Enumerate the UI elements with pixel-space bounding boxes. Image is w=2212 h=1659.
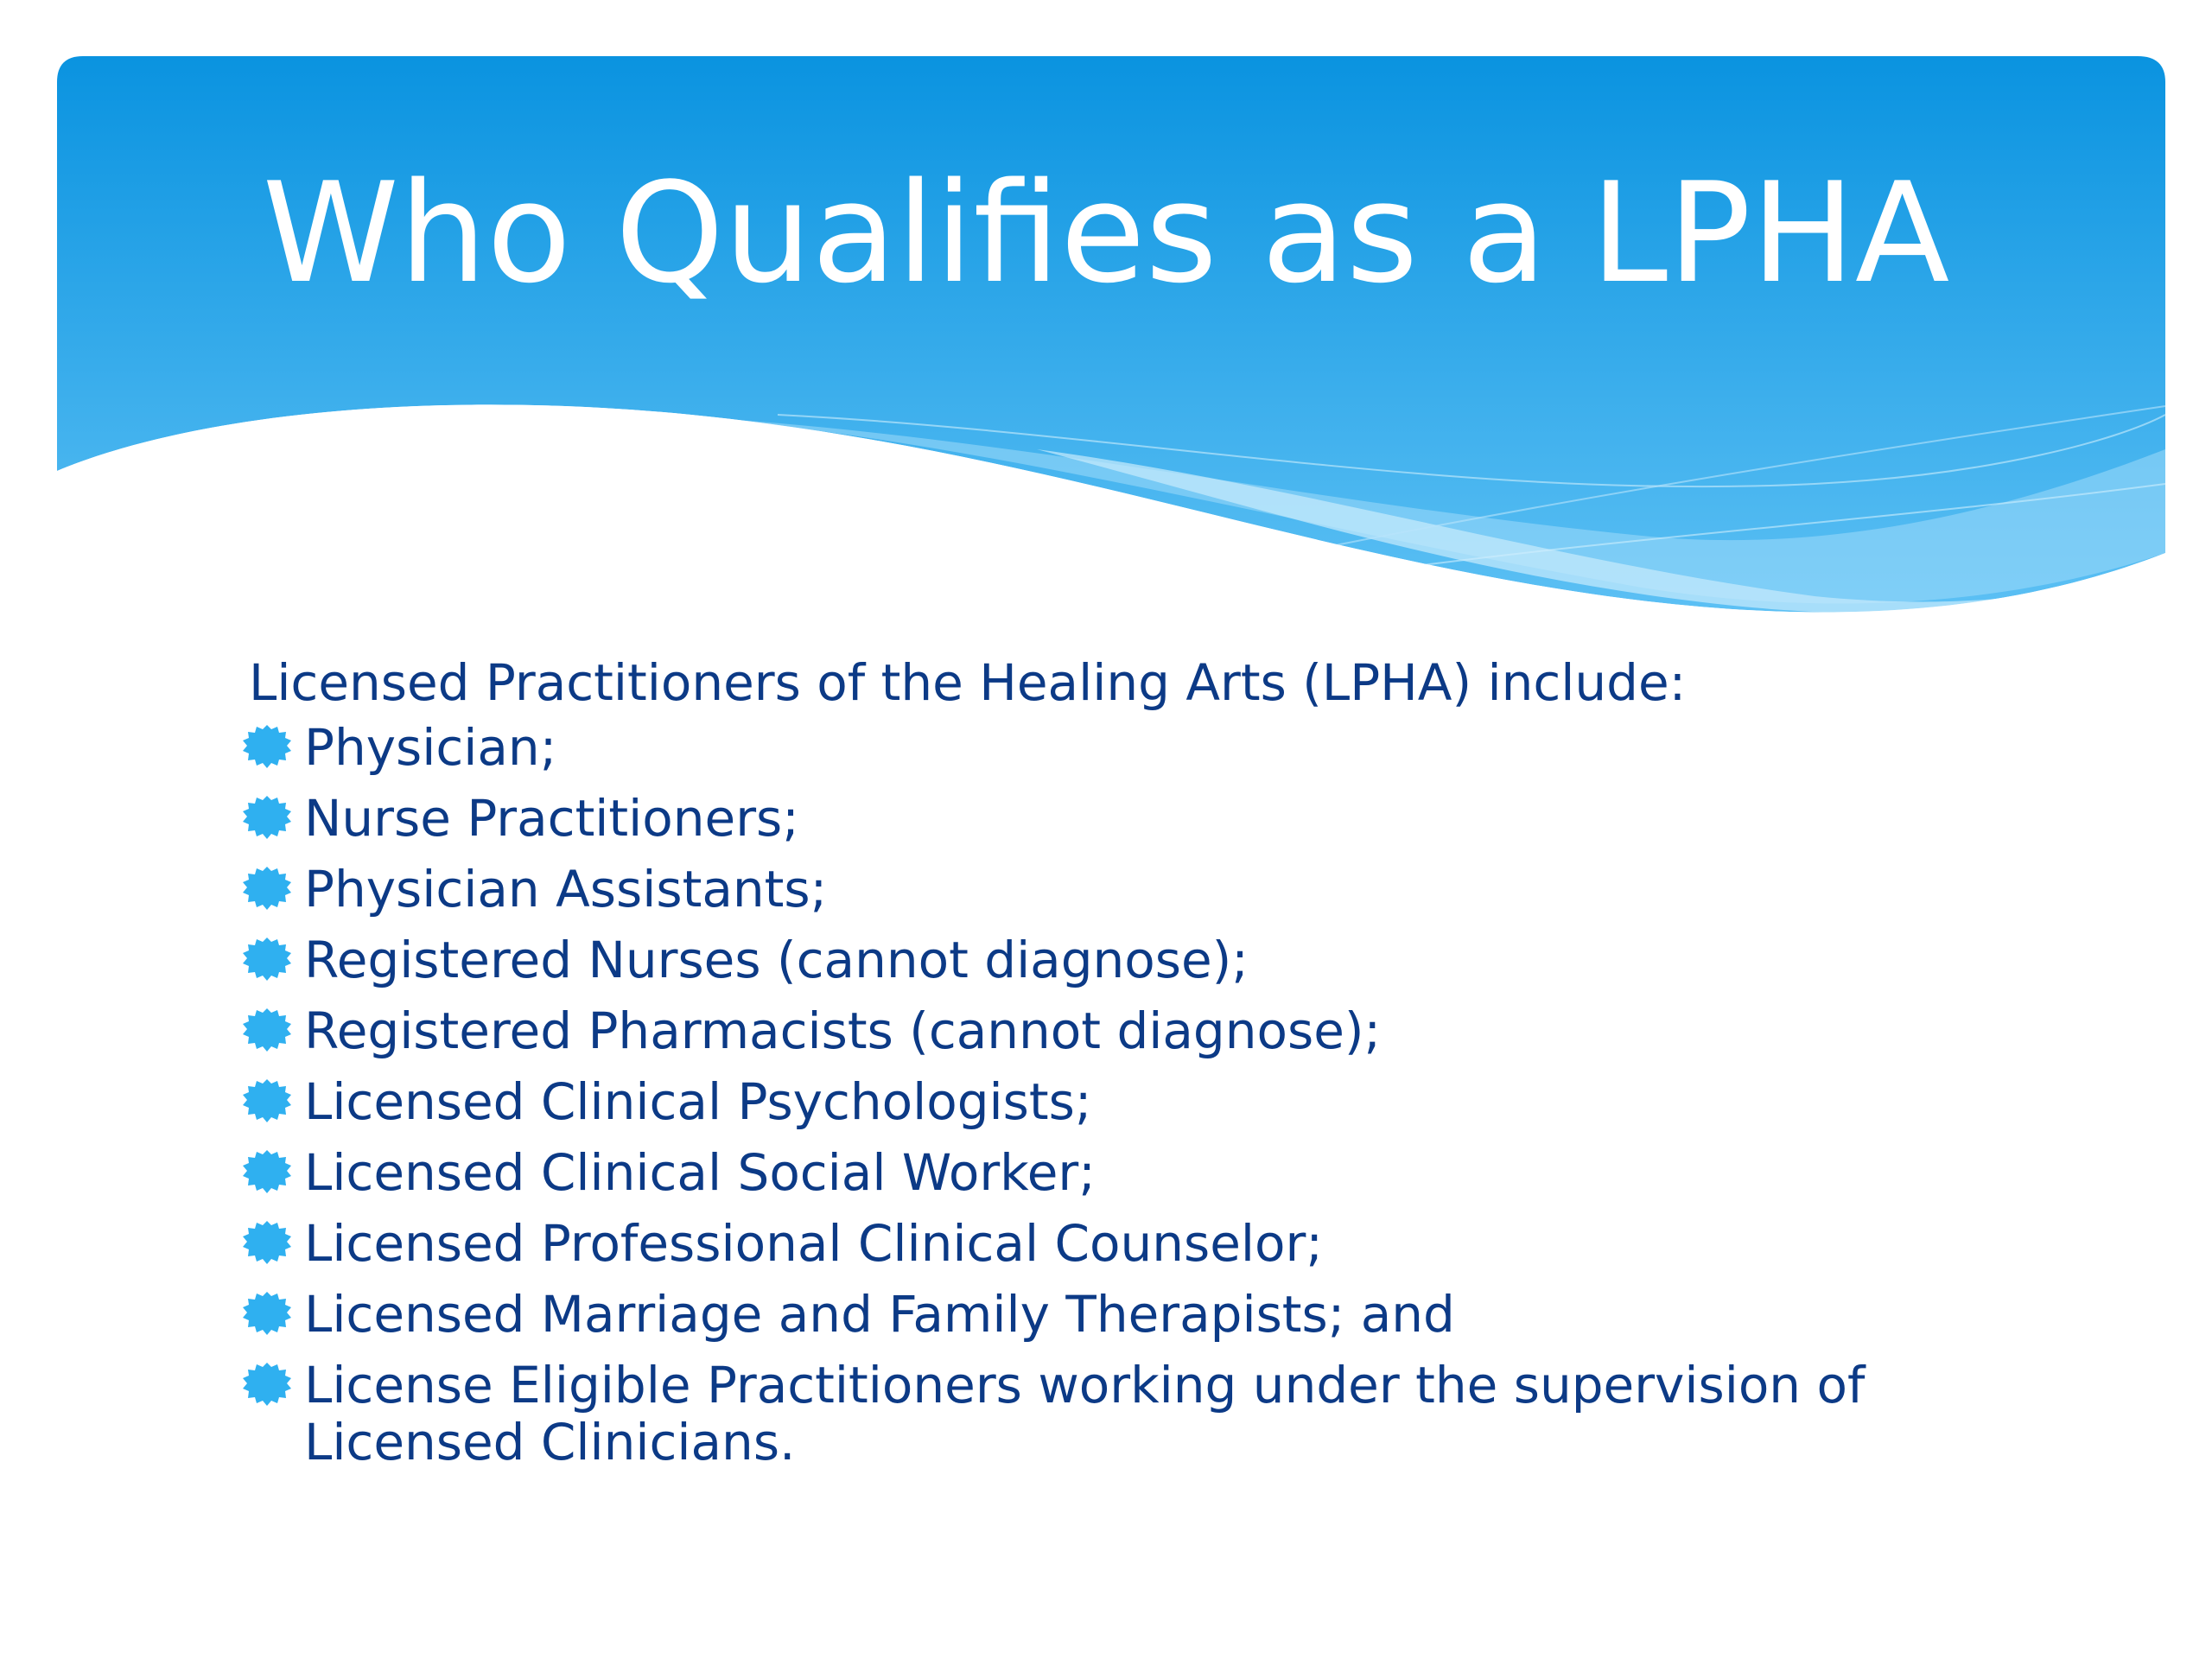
list-item-text: Licensed Professional Clinical Counselor;	[304, 1214, 1323, 1273]
list-item	[242, 1073, 2022, 1130]
starburst-bullet-icon	[242, 1078, 292, 1125]
list-item	[242, 1144, 2022, 1201]
list-item-text: Licensed Marriage and Family Therapists; and	[304, 1285, 1455, 1344]
slide-title: Who Qualifies as a LPHA	[262, 152, 1950, 314]
header-banner	[0, 0, 2212, 657]
starburst-bullet-icon	[242, 866, 292, 912]
list-item-text: License Eligible Practitioners working under the supervision of Licensed Clinicians.	[304, 1356, 1866, 1471]
list-item	[242, 1286, 2022, 1343]
starburst-bullet-icon	[242, 795, 292, 842]
list-item	[242, 790, 2022, 847]
list-item-text: Licensed Clinical Psychologists;	[304, 1072, 1092, 1131]
list-item	[242, 1357, 2022, 1471]
starburst-bullet-icon	[242, 724, 292, 771]
list-item	[242, 1215, 2022, 1272]
starburst-bullet-icon	[242, 1149, 292, 1196]
list-item-text: Licensed Clinical Social Worker;	[304, 1143, 1096, 1202]
wave-background	[0, 0, 2212, 657]
starburst-bullet-icon	[242, 1362, 292, 1408]
list-item	[242, 861, 2022, 918]
list-item-text: Registered Nurses (cannot diagnose);	[304, 931, 1249, 989]
starburst-bullet-icon	[242, 1291, 292, 1338]
starburst-bullet-icon	[242, 937, 292, 983]
list-item	[242, 931, 2022, 988]
starburst-bullet-icon	[242, 1220, 292, 1267]
list-item-text: Registered Pharmacists (cannot diagnose);	[304, 1001, 1382, 1060]
list-item	[242, 1002, 2022, 1059]
list-item-text: Physician Assistants;	[304, 860, 828, 918]
list-item	[242, 719, 2022, 776]
list-item-text: Physician;	[304, 718, 557, 777]
qualifications-list	[242, 719, 2022, 1471]
starburst-bullet-icon	[242, 1007, 292, 1054]
slide-body	[242, 648, 2022, 1484]
intro-text: Licensed Practitioners of the Healing Arts (LPHA) include:	[249, 653, 1687, 712]
list-item-text: Nurse Practitioners;	[304, 789, 799, 848]
